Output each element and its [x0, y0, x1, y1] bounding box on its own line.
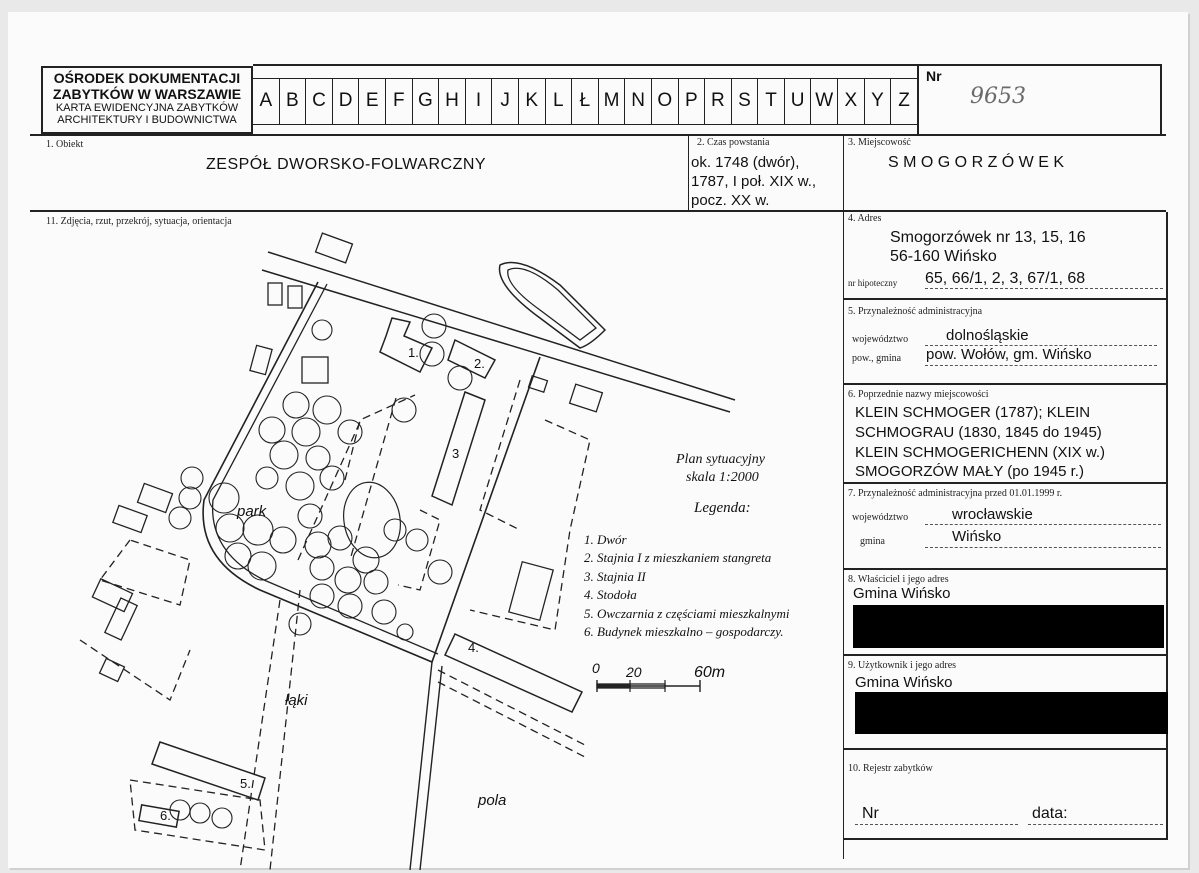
- wojewodztwo-value: dolnośląskie: [946, 327, 1029, 344]
- index-letter-12: Ł: [571, 78, 598, 124]
- legend-item-4: 4. Stodoła: [584, 587, 637, 602]
- index-letter-3: D: [332, 78, 359, 124]
- building-number-2: 2.: [474, 356, 485, 371]
- index-letter-1: B: [279, 78, 306, 124]
- adres-line-2: 56-160 Wińsko: [890, 248, 997, 265]
- index-letter-0: A: [259, 90, 273, 111]
- building-number-5: 5.: [240, 776, 251, 791]
- przynaleznosc-1999-label: 7. Przynależność administracyjna przed 01.01.1999 r.: [848, 488, 1063, 499]
- wojewodztwo-1999-value: wrocławskie: [952, 506, 1033, 523]
- czas-line-2: 1787, I poł. XIX w.,: [691, 173, 817, 190]
- index-letter-11: L: [545, 78, 572, 124]
- miejscowosc-label: 3. Miejscowość: [848, 137, 911, 148]
- legend-item-2: 2. Stajnia I z mieszkaniem stangreta: [584, 550, 772, 565]
- index-letter-23: Y: [864, 78, 891, 124]
- index-letter-8: I: [465, 78, 492, 124]
- legend-item-5: 5. Owczarnia z częściami mieszkalnymi: [584, 606, 790, 621]
- poprzednie-line-4: SMOGORZÓW MAŁY (po 1945 r.): [855, 463, 1084, 480]
- hipoteczny-value: 65, 66/1, 2, 3, 67/1, 68: [925, 270, 1086, 287]
- adres-label: 4. Adres: [848, 213, 882, 224]
- wojewodztwo-1999-label: województwo: [852, 512, 909, 523]
- index-letter-16: P: [678, 78, 705, 124]
- nr-label: Nr: [926, 68, 942, 84]
- index-letter-5: F: [385, 78, 412, 124]
- wlasciciel-address-redaction: [853, 605, 1164, 648]
- index-letter-13: M: [598, 78, 625, 124]
- poprzednie-line-2: SCHMOGRAU (1830, 1845 do 1945): [855, 424, 1102, 441]
- pola-label: pola: [478, 792, 507, 809]
- nr-box: [917, 64, 1162, 134]
- czas-label: 2. Czas powstania: [697, 137, 770, 148]
- powiat-gmina-value: pow. Wołów, gm. Wińsko: [926, 346, 1092, 363]
- scale-label-60: 60m: [694, 664, 726, 681]
- rejestr-nr-label: Nr: [862, 805, 879, 822]
- index-letter-6: G: [412, 78, 439, 124]
- index-letter-10: K: [518, 78, 545, 124]
- nr-value-handwritten: 9653: [970, 84, 1026, 109]
- obiekt-value: ZESPÓŁ DWORSKO-FOLWARCZNY: [206, 156, 487, 173]
- card-type-line1: KARTA EWIDENCYJNA ZABYTKÓW: [55, 102, 239, 114]
- zdjecia-label: 11. Zdjęcia, rzut, przekrój, sytuacja, orientacja: [46, 216, 232, 227]
- poprzednie-line-1: KLEIN SCHMOGER (1787); KLEIN: [855, 404, 1091, 421]
- index-letter-9: J: [491, 78, 518, 124]
- uzytkownik-label: 9. Użytkownik i jego adres: [848, 660, 957, 671]
- building-number-6: 6.: [160, 808, 171, 823]
- building-number-3: 3: [452, 446, 460, 461]
- plan-scale: skala 1:2000: [686, 470, 759, 485]
- building-number-1: 1.: [408, 345, 419, 360]
- org-name-line2: ZABYTKÓW W WARSZAWIE: [52, 86, 242, 102]
- plan-title: Plan sytuacyjny: [676, 452, 766, 467]
- czas-line-3: pocz. XX w.: [691, 192, 770, 209]
- index-letter-2: C: [305, 78, 332, 124]
- miejscowosc-value: S M O G O R Z Ó W E K: [888, 154, 1065, 171]
- gmina-1999-label: gmina: [860, 536, 885, 547]
- przynaleznosc-label: 5. Przynależność administracyjna: [848, 306, 983, 317]
- obiekt-label: 1. Obiekt: [46, 139, 84, 150]
- uzytkownik-value: Gmina Wińsko: [855, 674, 953, 691]
- hipoteczny-label: nr hipoteczny: [848, 278, 898, 288]
- card-type-line2: ARCHITEKTURY I BUDOWNICTWA: [57, 114, 237, 126]
- index-letter-17: R: [704, 78, 731, 124]
- powiat-gmina-label: pow., gmina: [852, 353, 902, 364]
- wlasciciel-label: 8. Właściciel i jego adres: [848, 574, 949, 585]
- scale-label-20: 20: [626, 664, 642, 680]
- index-letter-4: E: [358, 78, 385, 124]
- park-label: park: [237, 503, 267, 520]
- poprzednie-label: 6. Poprzednie nazwy miejscowości: [848, 389, 989, 400]
- legend-item-3: 3. Stajnia II: [584, 569, 646, 584]
- czas-line-1: ok. 1748 (dwór),: [691, 154, 800, 171]
- adres-line-1: Smogorzówek nr 13, 15, 16: [890, 229, 1086, 246]
- index-letter-18: S: [731, 78, 758, 124]
- poprzednie-line-3: KLEIN SCHMOGERICHENN (XIX w.): [855, 444, 1106, 461]
- uzytkownik-address-redaction: [855, 692, 1168, 734]
- rejestr-data-label: data:: [1032, 805, 1068, 822]
- index-letter-19: T: [757, 78, 784, 124]
- legend-title: Legenda:: [694, 500, 751, 516]
- index-letter-21: W: [810, 78, 837, 124]
- building-number-4: 4.: [468, 640, 479, 655]
- legend-item-1: 1. Dwór: [584, 532, 627, 547]
- wojewodztwo-label: województwo: [852, 334, 909, 345]
- gmina-1999-value: Wińsko: [952, 528, 1002, 545]
- index-letter-14: N: [624, 78, 651, 124]
- scale-label-0: 0: [592, 660, 600, 676]
- laki-label: łąki: [285, 692, 308, 709]
- legend-item-6: 6. Budynek mieszkalno – gospodarczy.: [584, 624, 784, 639]
- index-letter-7: H: [438, 78, 465, 124]
- wlasciciel-value: Gmina Wińsko: [853, 585, 951, 602]
- rejestr-label: 10. Rejestr zabytków: [848, 763, 933, 774]
- index-letter-15: O: [651, 78, 678, 124]
- index-letter-20: U: [784, 78, 811, 124]
- index-letter-22: X: [837, 78, 864, 124]
- index-letter-24: Z: [890, 78, 917, 124]
- org-name-line1: OŚRODEK DOKUMENTACJI: [53, 70, 241, 86]
